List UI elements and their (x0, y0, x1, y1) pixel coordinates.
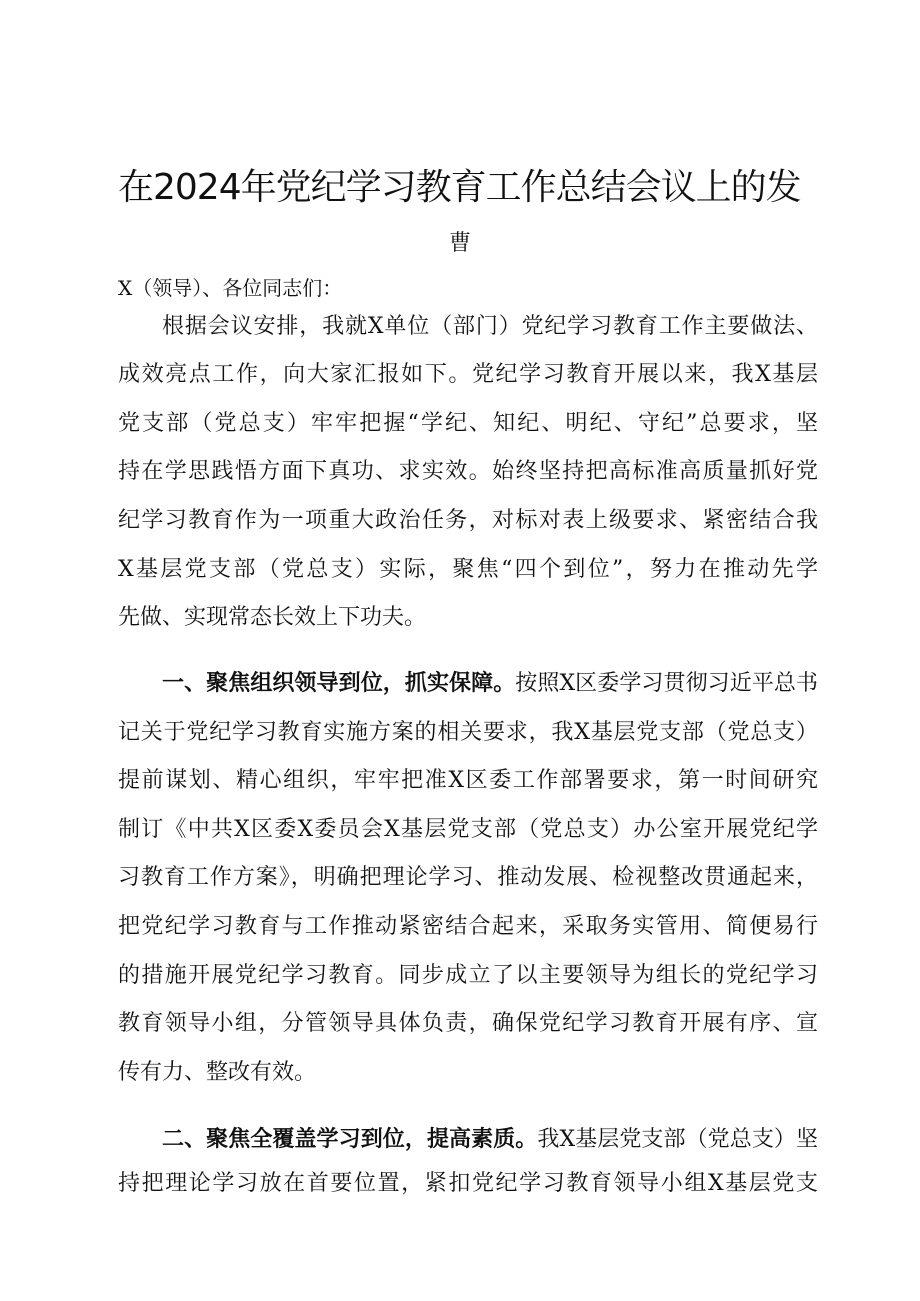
paragraph-line: 持在学思践悟方面下真功、求实效。始终坚持把高标准高质量抓好党 (118, 459, 818, 484)
paragraph-line: 党支部（党总支）牢牢把握“学纪、知纪、明纪、守纪”总要求，坚 (118, 411, 818, 436)
paragraph-line: 纪学习教育作为一项重大政治任务，对标对表上级要求、紧密结合我 (118, 508, 818, 533)
paragraph-line: 提前谋划、精心组织，牢牢把准X区委工作部署要求，第一时间研究 (118, 768, 818, 793)
document-title-continuation: 曹 (448, 231, 471, 256)
paragraph-line: 持把理论学习放在首要位置，紧扣党纪学习教育领导小组X基层党支 (118, 1171, 818, 1196)
salutation: X（领导）、各位同志们： (118, 276, 343, 300)
paragraph-line: 先做、实现常态长效上下功夫。 (118, 605, 427, 630)
paragraph-line: 习教育工作方案》，明确把理论学习、推动发展、检视整改贯通起来， (118, 865, 818, 890)
paragraph-line: 教育领导小组，分管领导具体负责，确保党纪学习教育开展有序、宣 (118, 1011, 818, 1036)
paragraph-line: 成效亮点工作，向大家汇报如下。党纪学习教育开展以来，我X基层 (118, 362, 818, 387)
document-title: 在2024年党纪学习教育工作总结会议上的发 (118, 167, 801, 208)
paragraph-line: 把党纪学习教育与工作推动紧密结合起来，采取务实管用、简便易行 (118, 914, 818, 939)
section-1-first-line (162, 660, 818, 708)
paragraph-line: 制订《中共X区委X委员会X基层党支部（党总支）办公室开展党纪学 (118, 817, 818, 842)
paragraph-line: 传有力、整改有效。 (118, 1060, 317, 1085)
paragraph-line: 记关于党纪学习教育实施方案的相关要求，我X基层党支部（党总支） (118, 720, 818, 745)
section-2-first-line (162, 1116, 818, 1164)
section-1-heading: 一、聚焦组织领导到位，抓实保障。 (162, 671, 516, 696)
section-1-lead: 按照X区委学习贯彻习近平总书 (515, 671, 818, 696)
section-2-lead: 我X基层党支部（党总支）坚 (537, 1127, 818, 1152)
section-2-heading: 二、聚焦全覆盖学习到位，提高素质。 (162, 1127, 538, 1152)
paragraph-line: 根据会议安排，我就X单位（部门）党纪学习教育工作主要做法、 (162, 314, 818, 339)
paragraph-line: X基层党支部（党总支）实际，聚焦“四个到位”，努力在推动先学 (118, 557, 818, 582)
paragraph-line: 的措施开展党纪学习教育。同步成立了以主要领导为组长的党纪学习 (118, 963, 818, 988)
